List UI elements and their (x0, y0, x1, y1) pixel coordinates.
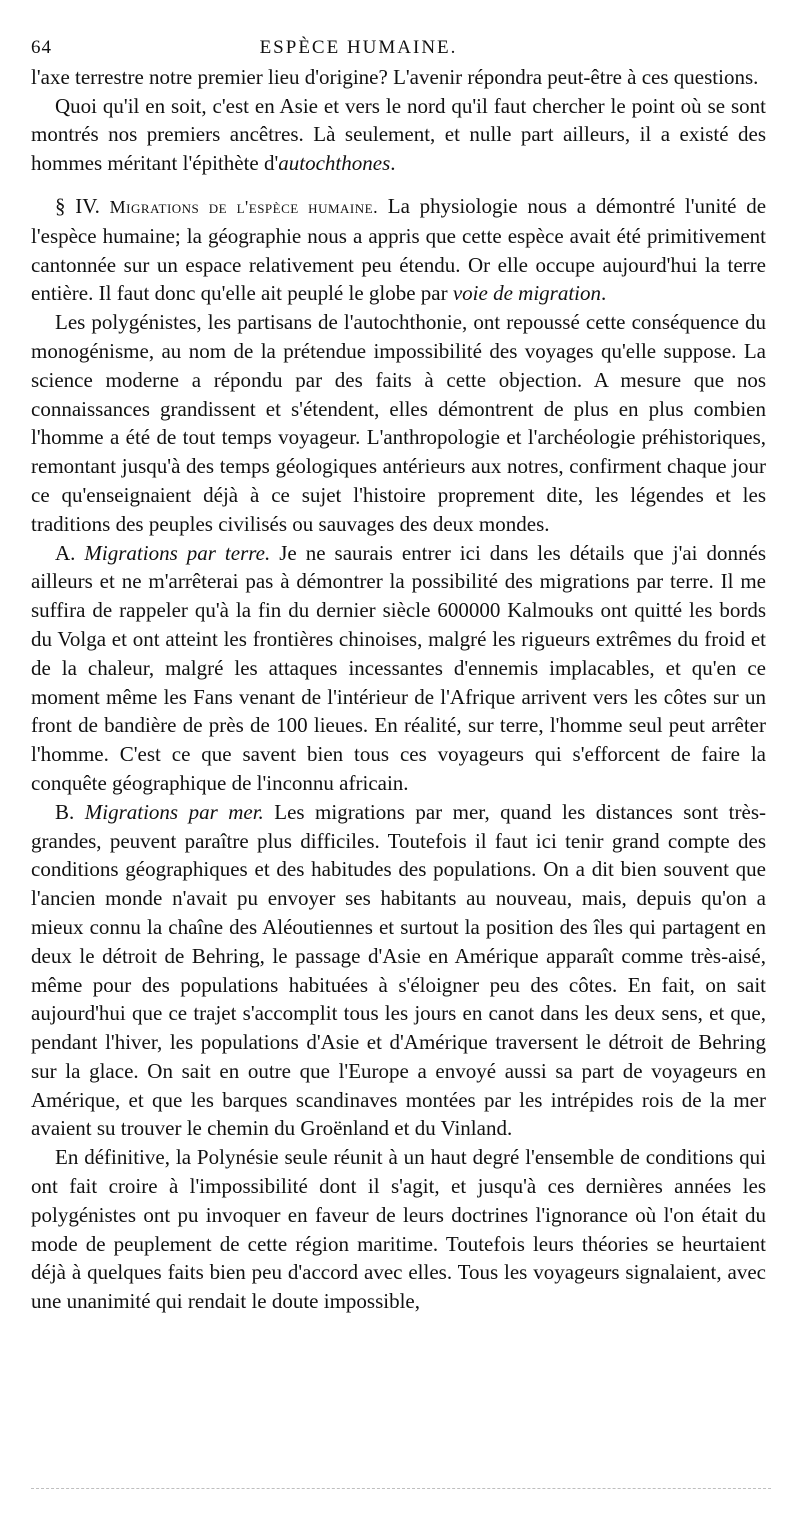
section-heading: Migrations de l'espèce humaine. (109, 196, 379, 217)
subsection-label: A. (55, 540, 76, 565)
paragraph-text: Je ne saurais entrer ici dans les détails que j'ai donnés ailleurs et ne m'arrêterai pas à démontrer la possibilité des migrations par terre. Il me suffira de rappeler qu'à la fin du dernier siècle 600000 Kalmouks ont quitté les bords du Volga et ont atteint les frontières chinoises, malgré les rigueurs extrêmes du froid et de la chaleur, malgré les attaques incessantes d'ennemis implacables, et qu'en ce moment même les Fans venant de l'intérieur de l'Afrique arrivent vers les côtes sur un front de bandière de près de 100 lieues. En réalité, sur terre, l'homme seul peut arrêter l'homme. C'est ce que savent bien tous ces voyageurs qui s'efforcent de faire la conquête géographique de l'inconnu africain. (31, 540, 767, 795)
paragraph-text: Les migrations par mer, quand les distances sont très-grandes, peuvent paraître plus difficiles. Toutefois il faut ici tenir grand compte des conditions géographiques et des habitudes des populations. On a dit bien souvent que l'ancien monde n'avait pu envoyer ses habitants au nouveau, mais, depuis qu'on a mieux connu la chaîne des Aléoutiennes et surtout la position des îles qui partagent en deux le détroit de Behring, le passage d'Asie en Amérique apparaît comme très-aisé, même pour des populations habituées à s'éloigner peu des côtes. En fait, on sait aujourd'hui que ce trajet s'accomplit tous les jours en canot dans les deux sens, et que, pendant l'hiver, les populations d'Asie et d'Amérique traversent le détroit de Behring sur la glace. On sait en outre que l'Europe a envoyé aussi sa part de voyageurs en Amérique, et que les barques scandinaves montées par les intrépides rois de la mer avaient su trouver le chemin du Groënland et du Vinland. (31, 799, 767, 1141)
page-number: 64 (31, 37, 52, 58)
running-title: ESPÈCE HUMAINE. (259, 37, 458, 58)
paragraph-text: La physiologie nous a démontré l'unité de l'espèce humaine; la géographie nous a appris que cette espèce avait été primitivement cantonnée sur un espace relativement peu étendu. Or elle occupe aujourd'hui la terre entière. Il faut donc qu'elle ait peuplé le globe par (31, 193, 767, 306)
section-iv-paragraph (31, 192, 766, 308)
paragraph-continuation: l'axe terrestre notre premier lieu d'origine? L'avenir répondra peut-être à ces questions. (31, 64, 759, 89)
subsection-label: B. (55, 799, 75, 824)
subsection-heading: Migrations par terre. (84, 540, 271, 565)
italic-term: autochthones (278, 151, 391, 176)
paragraph-migrations-sea (31, 798, 766, 1144)
paragraph-migrations-land (31, 539, 766, 798)
paragraph-text: Quoi qu'il en soit, c'est en Asie et vers le nord qu'il faut chercher le point où se sont montrés nos premiers ancêtres. Là seulement, et nulle part ailleurs, il a existé des hommes méritant l'épithète d' (31, 93, 766, 176)
footer-rule (31, 1488, 771, 1489)
italic-term: voie de migration (452, 281, 601, 306)
paragraph-end: . (390, 151, 396, 176)
running-head (31, 34, 766, 63)
book-page (31, 34, 766, 1316)
subsection-heading: Migrations par mer. (84, 799, 264, 824)
paragraph-asia (31, 92, 766, 178)
paragraph-end: . (601, 281, 607, 306)
paragraph-polygenists: Les polygénistes, les partisans de l'autochthonie, ont repoussé cette conséquence du monogénisme, au nom de la prétendue impossibilité des voyages qu'elle suppose. La science moderne a répondu par des faits à cette objection. A mesure que nos connaissances grandissent et s'étendent, elles démontrent de plus en plus combien l'homme a été de tout temps voyageur. L'anthropologie et l'archéologie préhistoriques, remontant jusqu'à des temps géologiques antérieurs aux notres, confirment chaque jour ce qu'enseignaient déjà à ce sujet l'histoire proprement dite, les légendes et les traditions des peuples civilisés ou sauvages des deux mondes. (31, 310, 766, 536)
section-mark: § IV. (55, 193, 100, 218)
paragraph-polynesia: En définitive, la Polynésie seule réunit à un haut degré l'ensemble de conditions qui ont fait croire à l'impossibilité dont il s'agit, et jusqu'à ces dernières années les polygénistes ont pu invoquer en faveur de leurs doctrines l'ignorance où l'on était du mode de peuplement de cette région maritime. Toutefois leurs théories se heurtaient déjà à quelques faits bien peu d'accord avec elles. Tous les voyageurs signalaient, avec une unanimité qui rendait le doute impossible, (31, 1145, 766, 1314)
